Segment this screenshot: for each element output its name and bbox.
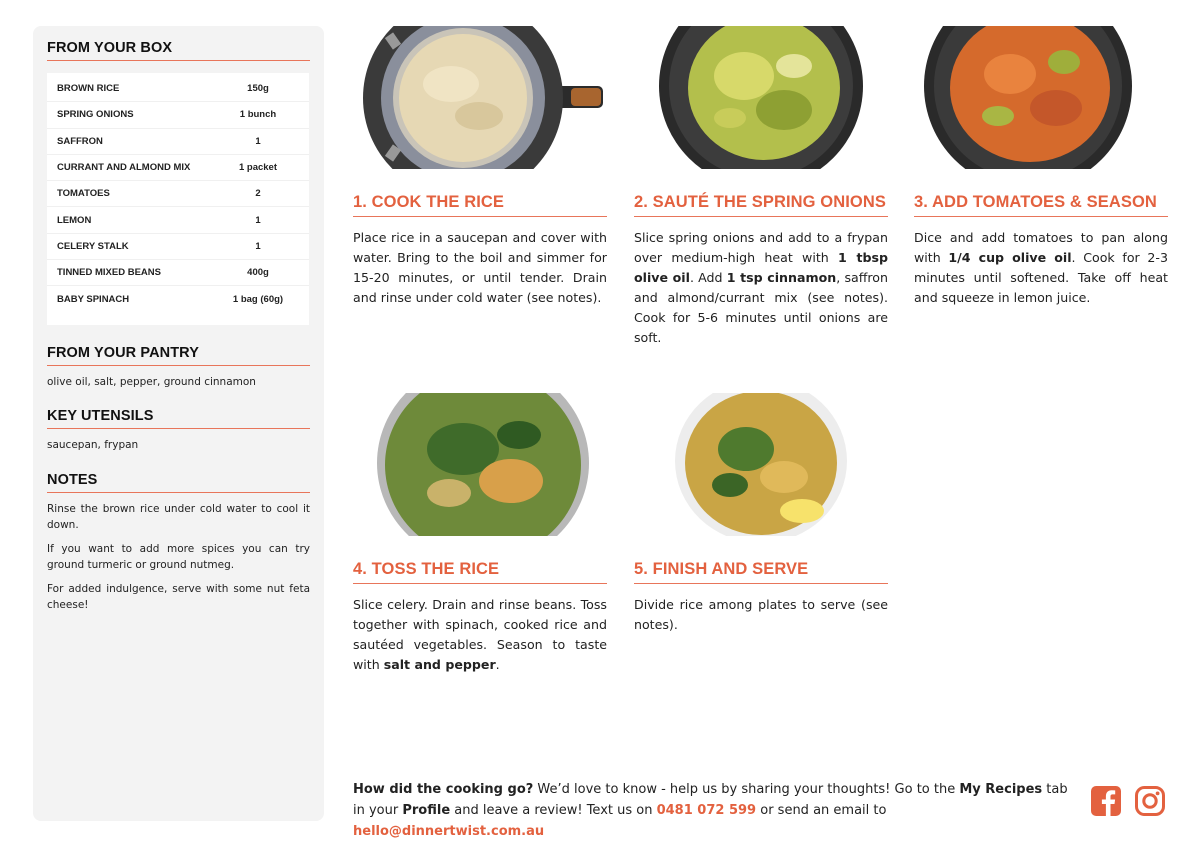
ingredient-name: LEMON <box>57 214 92 226</box>
ingredients-sidebar <box>33 26 324 821</box>
table-row <box>47 76 309 102</box>
step-5 <box>634 393 888 635</box>
bold-text: 1 tbsp olive oil <box>634 250 888 285</box>
bold-text: Profile <box>402 803 451 818</box>
note-item: Rinse the brown rice under cold water to cool it down. <box>47 502 310 532</box>
bold-text: My Recipes <box>959 782 1043 797</box>
step-title: 4. TOSS THE RICE <box>353 560 607 584</box>
ingredient-qty: 1 bunch <box>239 109 277 121</box>
tomatoes-pan-image <box>914 26 1168 169</box>
bold-text: 1 tsp cinnamon <box>726 270 837 285</box>
step-text <box>914 228 1168 308</box>
table-row <box>47 155 309 181</box>
ingredient-name: TOMATOES <box>57 188 110 200</box>
ingredient-name: CELERY STALK <box>57 240 129 252</box>
utensils-section <box>47 408 310 454</box>
text-run: . Add <box>689 270 727 285</box>
notes-section <box>47 472 310 614</box>
text-run: . Cook for 2-3 minutes until softened. Take off heat and squeeze in lemon juice. <box>914 250 1168 305</box>
step-title: 2. SAUTÉ THE SPRING ONIONS <box>634 193 888 217</box>
ingredient-name: SPRING ONIONS <box>57 109 134 121</box>
step-text <box>634 228 888 348</box>
text-run: Slice celery. Drain and rinse beans. Toss together with spinach, cooked rice and sautéed vegetables. Season to taste with <box>353 597 607 672</box>
step-2 <box>634 26 888 348</box>
ingredient-qty: 1 bag (60g) <box>232 294 284 306</box>
served-plate-image <box>634 393 888 536</box>
step-text <box>353 228 607 308</box>
table-row <box>47 129 309 155</box>
step-3 <box>914 26 1168 308</box>
pantry-heading: FROM YOUR PANTRY <box>47 345 310 366</box>
utensils-heading: KEY UTENSILS <box>47 408 310 429</box>
pantry-text: olive oil, salt, pepper, ground cinnamon <box>47 375 256 388</box>
step-text <box>634 595 888 635</box>
ingredient-qty: 1 <box>255 240 261 252</box>
pantry-section <box>47 345 310 391</box>
table-row <box>47 102 309 128</box>
text-run: Divide rice among plates to serve (see notes). <box>634 597 888 632</box>
bold-text: salt and pepper <box>383 657 496 672</box>
social-icons <box>1090 785 1166 817</box>
ingredient-name: BROWN RICE <box>57 83 120 95</box>
review-footer <box>353 779 1073 842</box>
ingredient-name: TINNED MIXED BEANS <box>57 267 161 279</box>
ingredient-qty: 1 <box>255 214 261 226</box>
ingredient-name: CURRANT AND ALMOND MIX <box>57 162 191 174</box>
bold-text: How did the cooking go? <box>353 782 534 797</box>
rice-strainer-image <box>353 26 607 169</box>
ingredient-qty: 400g <box>247 267 269 279</box>
text-run: , saffron and almond/currant mix (see notes). Cook for 5-6 minutes until onions are soft. <box>634 270 888 345</box>
ingredient-name: BABY SPINACH <box>57 294 130 306</box>
text-run: Slice spring onions and add to a frypan over medium-high heat with <box>634 230 888 265</box>
text-run: and leave a review! Text us on <box>450 803 657 818</box>
note-item: For added indulgence, serve with some nut feta cheese! <box>47 582 310 612</box>
contact-link[interactable]: hello@dinnertwist.com.au <box>353 824 545 839</box>
text-run: tab in your <box>353 782 1068 818</box>
step-1 <box>353 26 607 308</box>
step-title: 5. FINISH AND SERVE <box>634 560 888 584</box>
text-run: We’d love to know - help us by sharing your thoughts! Go to the <box>533 782 960 797</box>
box-ingredients-table <box>47 73 309 325</box>
facebook-icon[interactable] <box>1090 785 1122 817</box>
text-run: or send an email to <box>756 803 887 818</box>
utensils-text: saucepan, frypan <box>47 439 139 452</box>
bold-text: 1/4 cup olive oil <box>948 250 1072 265</box>
ingredient-qty: 150g <box>247 83 269 95</box>
text-run: Place rice in a saucepan and cover with water. Bring to the boil and simmer for 15-20 minutes, or until tender. Drain and rinse under cold water (see notes). <box>353 230 607 305</box>
note-item: If you want to add more spices you can try ground turmeric or ground nutmeg. <box>47 542 310 572</box>
tossed-rice-bowl-image <box>353 393 607 536</box>
ingredient-qty: 1 <box>255 135 261 147</box>
ingredient-name: SAFFRON <box>57 135 103 147</box>
text-run: . <box>495 657 500 672</box>
step-text <box>353 595 607 675</box>
contact-link[interactable]: 0481 072 599 <box>656 803 757 818</box>
spring-onions-pan-image <box>634 26 888 169</box>
table-row <box>47 286 309 312</box>
step-title: 3. ADD TOMATOES & SEASON <box>914 193 1168 217</box>
table-row <box>47 207 309 233</box>
step-title: 1. COOK THE RICE <box>353 193 607 217</box>
instagram-icon[interactable] <box>1134 785 1166 817</box>
ingredient-qty: 2 <box>255 188 261 200</box>
notes-heading: NOTES <box>47 472 310 493</box>
text-run: Dice and add tomatoes to pan along with <box>914 230 1168 265</box>
table-row <box>47 234 309 260</box>
ingredient-qty: 1 packet <box>238 162 278 174</box>
box-heading: FROM YOUR BOX <box>47 40 310 61</box>
table-row <box>47 181 309 207</box>
table-row <box>47 260 309 286</box>
step-4 <box>353 393 607 675</box>
